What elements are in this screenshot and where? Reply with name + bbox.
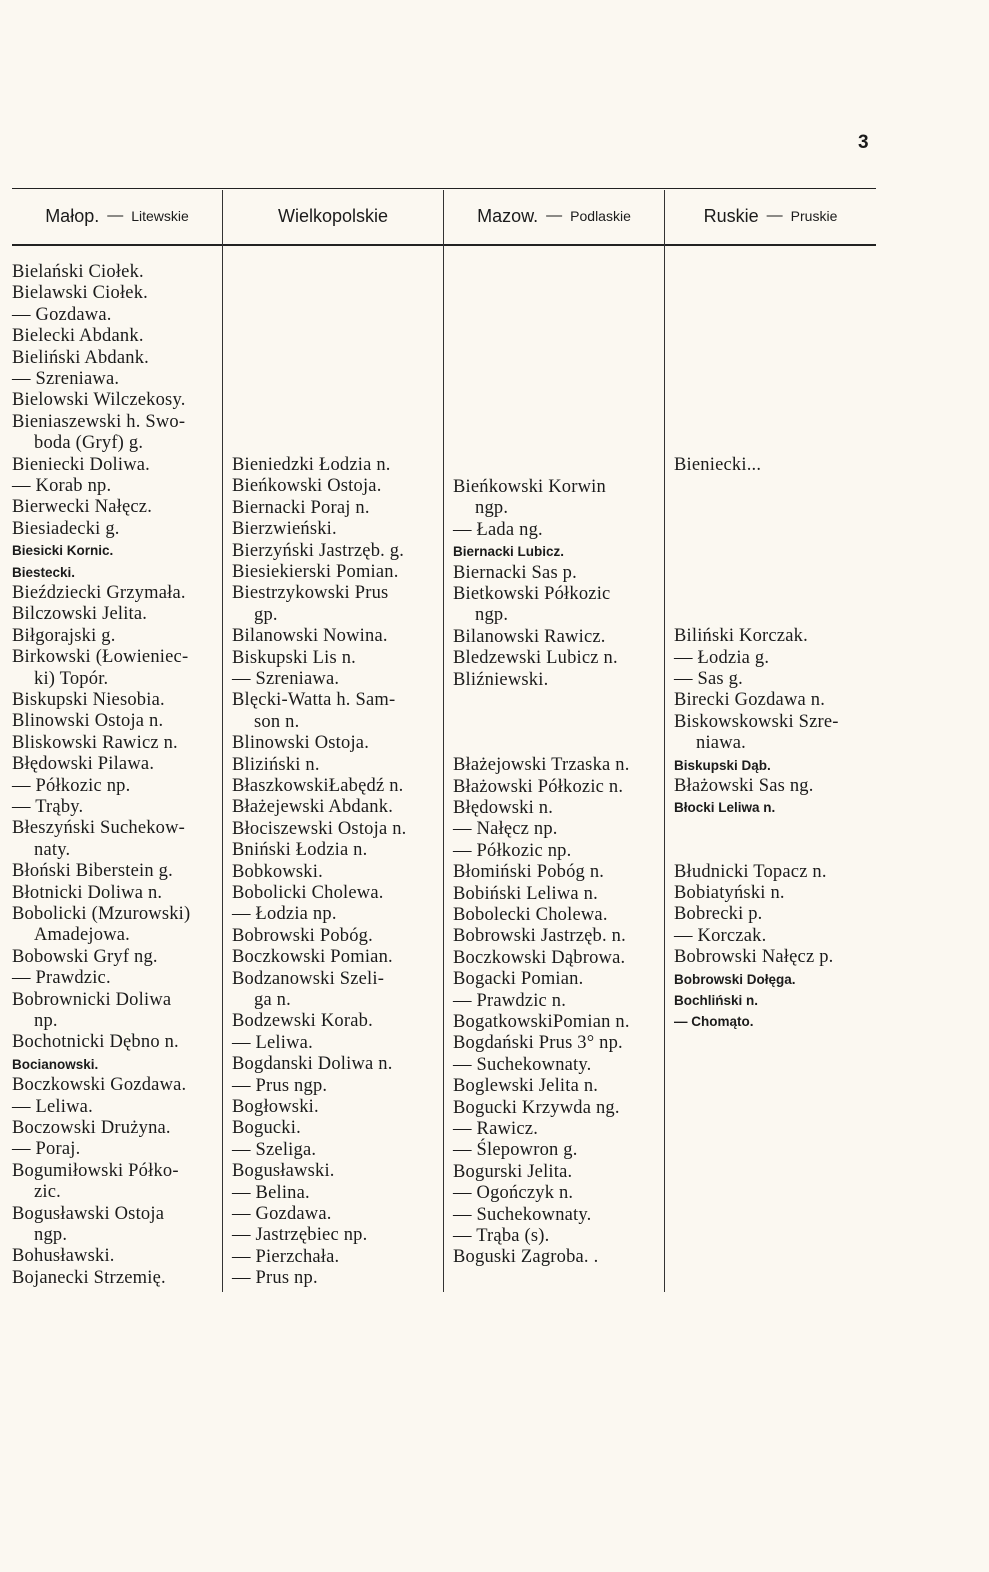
list-item: — Belina. — [232, 1182, 310, 1203]
list-item: — Sas g. — [674, 669, 743, 689]
list-item: — Leliwa. — [12, 1096, 93, 1117]
list-item: Bilczowski Jelita. — [12, 604, 148, 625]
list-item: Bierwecki Nałęcz. — [12, 497, 153, 518]
list-item: — Łodzia g. — [674, 647, 770, 668]
list-item: Bogusławski. — [232, 1161, 335, 1182]
list-item: gp. — [254, 604, 278, 625]
column-header-mazowieckie — [444, 190, 664, 242]
list-item: Biesiadecki g. — [12, 518, 120, 539]
list-item: Biskowskowski Szre- — [674, 711, 839, 732]
list-item: — Rawicz. — [453, 1119, 539, 1139]
list-item: — Półkozic np. — [453, 840, 572, 861]
list-item: Boczkowski Gozdawa. — [12, 1075, 187, 1096]
list-item: Biesiekierski Pomian. — [232, 562, 399, 582]
list-item: — Łada ng. — [453, 519, 543, 540]
list-item: Blęcki-Watta h. Sam- — [232, 690, 396, 711]
list-item: Błażejowski Trzaska n. — [453, 755, 630, 776]
column-header-malopolskie — [12, 190, 222, 242]
list-item: Bobowski Gryf ng. — [12, 946, 158, 967]
list-item: — Łodzia np. — [232, 904, 337, 925]
list-item: Błeszyński Suchekow- — [12, 818, 186, 839]
list-item: Biestecki. — [12, 564, 76, 580]
list-item: Bietkowski Półkozic — [453, 584, 611, 604]
list-item: Biskupski Lis n. — [232, 647, 356, 668]
list-item: — Prus np. — [232, 1268, 318, 1289]
list-item: Bobrowski Jastrzęb. n. — [453, 926, 626, 947]
list-item: Bogurski Jelita. — [453, 1161, 573, 1182]
list-item: Bobrowski Nałęcz p. — [674, 947, 834, 968]
list-item: Biłgorajski g. — [12, 625, 116, 646]
list-item: Błędowski n. — [453, 798, 554, 818]
list-item: — Prus ngp. — [232, 1075, 328, 1096]
list-item: Bogdanski Doliwa n. — [232, 1054, 393, 1075]
list-item: — Korab np. — [12, 476, 112, 496]
list-item: Bierzwieński. — [232, 519, 337, 540]
list-item: — Ogończyk n. — [453, 1183, 574, 1204]
column-header-wielkopolskie — [223, 190, 443, 242]
list-item: Bieniecki Doliwa. — [12, 454, 151, 475]
list-item: — Szeliga. — [232, 1139, 317, 1160]
list-item: Bliźniewski. — [453, 669, 549, 690]
list-item: Birecki Gozdawa n. — [674, 690, 826, 711]
list-item: — Leliwa. — [232, 1032, 313, 1053]
list-item: Bieniaszewski h. Swo- — [12, 411, 186, 432]
list-item: — Chomąto. — [674, 1014, 754, 1030]
list-item: Blinowski Ostoja. — [232, 733, 370, 754]
list-item: — Suchekownaty. — [453, 1054, 592, 1075]
list-item: Bieliński Abdank. — [12, 347, 150, 368]
list-item: — Ślepowron g. — [453, 1140, 578, 1161]
header-sub: Pruskie — [790, 208, 838, 224]
header-dash: — — [766, 207, 783, 224]
list-item: Błoński Biberstein g. — [12, 861, 173, 882]
list-item: — Półkozic np. — [12, 775, 131, 796]
list-item: Biernacki Poraj n. — [232, 497, 370, 518]
list-item: Błażowski Półkozic n. — [453, 776, 624, 797]
list-item: — Suchekownaty. — [453, 1204, 592, 1225]
list-item: Bieńkowski Ostoja. — [232, 476, 382, 497]
list-item: Bliskowski Rawicz n. — [12, 732, 178, 753]
list-item: ki) Topór. — [34, 668, 109, 689]
list-item: Amadejowa. — [34, 925, 131, 946]
list-item: Bieniecki... — [674, 455, 762, 475]
list-item: BłaszkowskiŁabędź n. — [232, 776, 404, 796]
list-item: Biskupski Dąb. — [674, 757, 771, 773]
list-item: Bogucki Krzywda ng. — [453, 1097, 620, 1118]
header-main: Ruskie — [703, 205, 759, 226]
column-header-ruskie — [665, 190, 876, 242]
list-item: Bobolicki (Mzurowski) — [12, 904, 191, 924]
column-divider — [443, 190, 444, 1292]
list-item: Bilanowski Rawicz. — [453, 626, 606, 647]
list-item: Bniński Łodzia n. — [232, 840, 368, 861]
header-rule — [12, 244, 876, 246]
list-item: Bogumiłowski Półko- — [12, 1160, 179, 1181]
list-item: Boguski Zagroba. . — [453, 1247, 599, 1268]
list-item: ga n. — [254, 990, 291, 1010]
list-item: Bobrownicki Doliwa — [12, 989, 172, 1010]
list-item: Blinowski Ostoja n. — [12, 711, 164, 732]
header-main: Małop. — [45, 205, 100, 226]
list-item: — Szreniawa. — [12, 369, 120, 389]
list-item: Bobolecki Cholewa. — [453, 905, 608, 925]
list-item: Błotnicki Doliwa n. — [12, 882, 163, 903]
list-item: Błociszewski Ostoja n. — [232, 818, 407, 839]
list-item: Błudnicki Topacz n. — [674, 861, 827, 882]
list-item: Bilanowski Nowina. — [232, 626, 388, 647]
list-item: naty. — [34, 839, 71, 860]
header-main: Mazow. — [477, 205, 539, 226]
list-item: Bierzyński Jastrzęb. g. — [232, 540, 405, 561]
list-item: Bogucki. — [232, 1118, 301, 1139]
list-item: Bobiński Leliwa n. — [453, 883, 598, 904]
list-item: — Gozdawa. — [12, 304, 112, 325]
top-rule — [12, 188, 876, 189]
list-item: Biestrzykowski Prus — [232, 583, 389, 604]
list-item: Bieniedzki Łodzia n. — [232, 455, 391, 475]
page-number: 3 — [858, 132, 869, 153]
list-item: Bielecki Abdank. — [12, 326, 144, 347]
list-item: Błażowski Sas ng. — [674, 776, 814, 796]
list-item: Bodzewski Korab. — [232, 1011, 373, 1032]
column-divider — [664, 190, 665, 1292]
list-item: Bobrowski Pobóg. — [232, 925, 373, 946]
header-dash: — — [107, 207, 124, 224]
list-item: ngp. — [34, 1225, 68, 1245]
list-item: Birkowski (Łowieniec- — [12, 647, 189, 668]
list-item: Bogłowski. — [232, 1097, 319, 1117]
list-item: Bogusławski Ostoja — [12, 1203, 165, 1224]
list-item: Błażejewski Abdank. — [232, 797, 394, 818]
list-item: son n. — [254, 711, 300, 732]
list-item: Bobrecki p. — [674, 904, 763, 925]
list-item: Bojanecki Strzemię. — [12, 1267, 166, 1288]
list-item: Bielowski Wilczekosy. — [12, 390, 186, 411]
list-item: Bochliński n. — [674, 993, 759, 1008]
column-divider — [222, 190, 223, 1292]
list-item: Bochotnicki Dębno n. — [12, 1032, 179, 1053]
list-item: — Jastrzębiec np. — [232, 1225, 368, 1246]
list-item: Bieździecki Grzymała. — [12, 583, 186, 603]
list-item: Błocki Leliwa n. — [674, 800, 776, 816]
list-item: Biliński Korczak. — [674, 626, 808, 647]
list-item: Bliziński n. — [232, 754, 320, 775]
list-item: — Trąba (s). — [453, 1226, 550, 1246]
list-item: np. — [34, 1011, 58, 1031]
list-item: — Szreniawa. — [232, 669, 340, 689]
list-item: Biernacki Sas p. — [453, 562, 577, 583]
list-item: — Korczak. — [674, 925, 767, 946]
header-dash: — — [546, 207, 563, 224]
list-item: Bogacki Pomian. — [453, 969, 584, 990]
list-item: Błędowski Pilawa. — [12, 754, 155, 775]
list-item: — Prawdzic. — [12, 968, 111, 989]
list-item: ngp. — [475, 498, 509, 519]
list-item: — Poraj. — [12, 1139, 81, 1160]
list-item: Bodzanowski Szeli- — [232, 968, 385, 989]
list-item: Bobrowski Dołęga. — [674, 971, 796, 987]
list-item: BogatkowskiPomian n. — [453, 1012, 630, 1032]
list-item: Bogdański Prus 3° np. — [453, 1033, 623, 1054]
list-item: Biskupski Niesobia. — [12, 690, 165, 710]
list-item: Boczkowski Pomian. — [232, 947, 393, 968]
list-item: Bocianowski. — [12, 1056, 99, 1072]
list-item: boda (Gryf) g. — [34, 433, 144, 454]
list-item: Biesicki Kornic. — [12, 543, 114, 559]
list-item: — Trąby. — [12, 797, 84, 817]
list-item: zic. — [34, 1182, 61, 1203]
list-item: Biernacki Lubicz. — [453, 544, 565, 560]
list-item: Bledzewski Lubicz n. — [453, 648, 618, 669]
list-item: Bieńkowski Korwin — [453, 477, 606, 497]
list-item: Błomiński Pobóg n. — [453, 862, 605, 883]
list-item: — Prawdzic n. — [453, 990, 567, 1011]
list-item: — Gozdawa. — [232, 1204, 332, 1224]
list-item: Boglewski Jelita n. — [453, 1076, 599, 1097]
list-item: — Nałęcz np. — [453, 819, 558, 840]
list-item: Bielański Ciołek. — [12, 262, 144, 282]
list-item: niawa. — [696, 733, 746, 754]
header-sub: Podlaskie — [570, 208, 631, 224]
list-item: Bobkowski. — [232, 861, 323, 882]
list-item: ngp. — [475, 605, 509, 626]
list-item: Boczkowski Dąbrowa. — [453, 947, 626, 968]
header-sub: Litewskie — [131, 208, 189, 224]
list-item: Boczowski Drużyna. — [12, 1118, 171, 1138]
list-item: Bobiatyński n. — [674, 883, 785, 903]
header-main: Wielkopolskie — [277, 205, 389, 226]
list-item: Bobolicki Cholewa. — [232, 883, 384, 903]
list-item: — Pierzchała. — [232, 1246, 340, 1267]
list-item: Bielawski Ciołek. — [12, 283, 148, 304]
list-item: Bohusławski. — [12, 1246, 115, 1267]
